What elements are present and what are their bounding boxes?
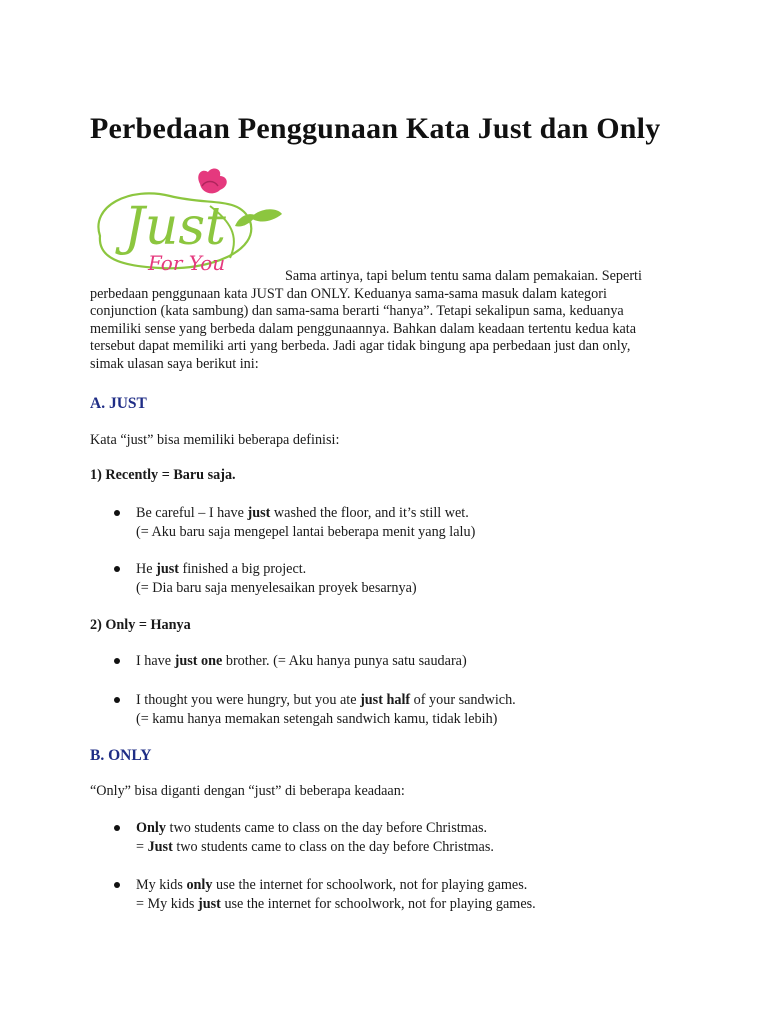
logo-text-main: Just [124, 197, 226, 257]
translation-line: (= Aku baru saja mengepel lantai beberapa menit yang lalu) [136, 524, 476, 540]
text-run: use the internet for schoolwork, not for playing games. [220, 896, 536, 912]
text-run: I thought you were hungry, but you ate [136, 692, 361, 708]
bullet-icon [114, 566, 120, 572]
page-title: Perbedaan Penggunaan Kata Just dan Only [90, 112, 661, 145]
list-item-line [136, 560, 417, 579]
emphasized-text: just half [360, 692, 411, 708]
bullet-icon [114, 697, 120, 703]
list-item-line [136, 895, 536, 914]
emphasized-text: just [156, 561, 179, 577]
section-b-heading: B. ONLY [90, 747, 152, 764]
section-b-intro: “Only” bisa diganti dengan “just” di beberapa keadaan: [90, 783, 405, 799]
section-a-heading: A. JUST [90, 395, 147, 412]
translation-line: (= kamu hanya memakan setengah sandwich kamu, tidak lebih) [136, 711, 498, 727]
intro-line: memiliki sense yang berbeda dalam penggunaannya. Bahkan dalam keadaan tertentu kedua kata [90, 320, 637, 337]
section-a-intro: Kata “just” bisa memiliki beberapa definisi: [90, 432, 340, 448]
list-item-text [136, 504, 475, 542]
list-item-line [136, 876, 536, 895]
emphasized-text: just one [174, 653, 223, 669]
list-item-line [136, 838, 494, 857]
translation-line: (= Dia baru saja menyelesaikan proyek besarnya) [136, 580, 417, 596]
bullet-icon [114, 882, 120, 888]
emphasized-text: Only [136, 820, 166, 836]
logo-text-sub: For You [148, 251, 226, 275]
text-run: I have [136, 653, 175, 669]
bullet-icon [114, 825, 120, 831]
text-run: brother. (= Aku hanya punya satu saudara) [222, 653, 467, 669]
intro-line: tersebut dapat memiliki arti yang berbeda. Jadi agar tidak bingung apa perbedaan just dan only, [90, 338, 631, 355]
emphasized-text: only [186, 877, 213, 893]
text-run: Be careful – I have [136, 505, 248, 521]
text-run: use the internet for schoolwork, not for playing games. [212, 877, 528, 893]
list-item-line [136, 691, 516, 710]
list-item-text [136, 560, 417, 598]
logo-graphic [90, 166, 286, 282]
emphasized-text: just [247, 505, 271, 521]
text-run: two students came to class on the day before Christmas. [172, 839, 494, 855]
bullet-icon [114, 510, 120, 516]
list-item-line [136, 652, 467, 671]
text-run: of your sandwich. [410, 692, 516, 708]
text-run: finished a big project. [178, 561, 307, 577]
emphasized-text: Just [147, 839, 173, 855]
list-item-line [136, 504, 475, 523]
list-item-line [136, 819, 494, 838]
definition-2-heading: 2) Only = Hanya [90, 617, 191, 633]
emphasized-text: just [198, 896, 221, 912]
text-run: = [136, 839, 148, 855]
intro-line: conjunction (kata sambung) dan sama-sama berarti “hanya”. Tetapi sekalipun sama, keduanya [90, 303, 624, 320]
text-run: He [136, 561, 157, 577]
bullet-icon [114, 658, 120, 664]
text-run: My kids [136, 877, 187, 893]
definition-1-heading: 1) Recently = Baru saja. [90, 467, 236, 483]
list-item-text [136, 876, 536, 914]
intro-line: perbedaan penggunaan kata JUST dan ONLY. Keduanya sama-sama masuk dalam kategori [90, 286, 607, 302]
text-run: washed the floor, and it’s still wet. [270, 505, 469, 521]
intro-first-line: Sama artinya, tapi belum tentu sama dalam pemakaian. Seperti [285, 268, 642, 284]
text-run: two students came to class on the day before Christmas. [165, 820, 488, 836]
list-item-text [136, 691, 516, 729]
just-for-you-logo [90, 166, 286, 282]
list-item-text [136, 819, 494, 857]
list-item-text [136, 652, 467, 671]
intro-paragraph [90, 286, 690, 373]
text-run: = My kids [136, 896, 199, 912]
intro-line: simak ulasan saya berikut ini: [90, 355, 259, 372]
